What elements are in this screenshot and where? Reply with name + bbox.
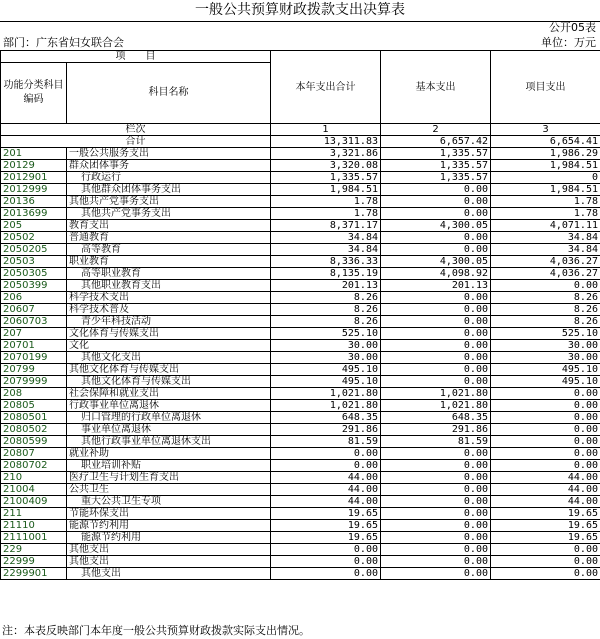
row-name: 职业教育 bbox=[67, 256, 271, 268]
row-project: 0 bbox=[491, 172, 600, 184]
row-project: 19.65 bbox=[491, 532, 600, 544]
row-project: 44.00 bbox=[491, 496, 600, 508]
row-name: 能源节约利用 bbox=[67, 520, 271, 532]
row-total: 1,021.80 bbox=[271, 400, 381, 412]
row-basic: 1,335.57 bbox=[381, 160, 491, 172]
row-code: 20129 bbox=[1, 160, 67, 172]
row-total: 525.10 bbox=[271, 328, 381, 340]
row-project: 1.78 bbox=[491, 196, 600, 208]
row-project: 0.00 bbox=[491, 388, 600, 400]
table-row bbox=[1, 364, 600, 376]
row-total: 19.65 bbox=[271, 532, 381, 544]
row-total: 34.84 bbox=[271, 244, 381, 256]
table-row bbox=[1, 256, 600, 268]
row-basic: 0.00 bbox=[381, 520, 491, 532]
table-row bbox=[1, 208, 600, 220]
report-title: 一般公共预算财政拨款支出决算表 bbox=[0, 0, 600, 22]
row-total: 44.00 bbox=[271, 472, 381, 484]
column-no-3: 3 bbox=[491, 124, 600, 136]
row-name: 青少年科技活动 bbox=[67, 316, 271, 328]
row-code: 2013699 bbox=[1, 208, 67, 220]
row-code: 2050305 bbox=[1, 268, 67, 280]
row-total: 1,335.57 bbox=[271, 172, 381, 184]
row-basic: 0.00 bbox=[381, 340, 491, 352]
row-total: 44.00 bbox=[271, 496, 381, 508]
table-row bbox=[1, 412, 600, 424]
row-total: 8.26 bbox=[271, 304, 381, 316]
row-project: 8.26 bbox=[491, 304, 600, 316]
unit-label: 单位：万元 bbox=[541, 36, 596, 49]
row-code: 2070199 bbox=[1, 352, 67, 364]
table-row bbox=[1, 460, 600, 472]
row-name: 普通教育 bbox=[67, 232, 271, 244]
row-code: 207 bbox=[1, 328, 67, 340]
row-project: 1.78 bbox=[491, 208, 600, 220]
row-basic: 0.00 bbox=[381, 496, 491, 508]
table-row bbox=[1, 232, 600, 244]
department-label: 部门：广东省妇女联合会 bbox=[3, 36, 124, 49]
row-name: 其他行政事业单位离退休支出 bbox=[67, 436, 271, 448]
row-project: 495.10 bbox=[491, 364, 600, 376]
row-code: 20799 bbox=[1, 364, 67, 376]
table-row bbox=[1, 388, 600, 400]
row-basic: 0.00 bbox=[381, 328, 491, 340]
row-basic: 1,335.57 bbox=[381, 148, 491, 160]
row-project: 8.26 bbox=[491, 292, 600, 304]
row-total: 291.86 bbox=[271, 424, 381, 436]
row-code: 20503 bbox=[1, 256, 67, 268]
row-code: 205 bbox=[1, 220, 67, 232]
row-total: 201.13 bbox=[271, 280, 381, 292]
row-total: 8,336.33 bbox=[271, 256, 381, 268]
table-row bbox=[1, 568, 600, 580]
table-row bbox=[1, 448, 600, 460]
row-total: 648.35 bbox=[271, 412, 381, 424]
row-code: 20807 bbox=[1, 448, 67, 460]
row-name: 文化体育与传媒支出 bbox=[67, 328, 271, 340]
table-row bbox=[1, 328, 600, 340]
row-total: 8.26 bbox=[271, 292, 381, 304]
row-basic: 0.00 bbox=[381, 244, 491, 256]
row-project: 30.00 bbox=[491, 340, 600, 352]
row-total: 1,984.51 bbox=[271, 184, 381, 196]
row-total: 1,021.80 bbox=[271, 388, 381, 400]
total-project: 6,654.41 bbox=[491, 136, 600, 148]
row-total: 30.00 bbox=[271, 340, 381, 352]
row-name: 其他支出 bbox=[67, 568, 271, 580]
table-row bbox=[1, 352, 600, 364]
table-row bbox=[1, 280, 600, 292]
total-row bbox=[1, 136, 600, 148]
row-project: 0.00 bbox=[491, 400, 600, 412]
row-code: 2080501 bbox=[1, 412, 67, 424]
row-basic: 0.00 bbox=[381, 364, 491, 376]
row-basic: 0.00 bbox=[381, 184, 491, 196]
row-basic: 0.00 bbox=[381, 304, 491, 316]
row-total: 1.78 bbox=[271, 196, 381, 208]
row-name: 其他职业教育支出 bbox=[67, 280, 271, 292]
row-code: 211 bbox=[1, 508, 67, 520]
row-name: 其他文化体育与传媒支出 bbox=[67, 364, 271, 376]
row-name: 其他共产党事务支出 bbox=[67, 196, 271, 208]
table-row bbox=[1, 520, 600, 532]
row-name: 行政事业单位离退休 bbox=[67, 400, 271, 412]
row-basic: 4,098.92 bbox=[381, 268, 491, 280]
column-number-row bbox=[1, 124, 600, 136]
row-name: 其他群众团体事务支出 bbox=[67, 184, 271, 196]
row-total: 0.00 bbox=[271, 568, 381, 580]
table-row bbox=[1, 436, 600, 448]
row-basic: 0.00 bbox=[381, 448, 491, 460]
row-name: 公共卫生 bbox=[67, 484, 271, 496]
row-basic: 0.00 bbox=[381, 232, 491, 244]
row-project: 1,984.51 bbox=[491, 160, 600, 172]
row-total: 19.65 bbox=[271, 520, 381, 532]
row-total: 8,135.19 bbox=[271, 268, 381, 280]
table-row bbox=[1, 424, 600, 436]
row-basic: 0.00 bbox=[381, 556, 491, 568]
row-code: 2080502 bbox=[1, 424, 67, 436]
row-project: 0.00 bbox=[491, 460, 600, 472]
item-header: 项 目 bbox=[1, 51, 271, 63]
row-basic: 648.35 bbox=[381, 412, 491, 424]
row-code: 20805 bbox=[1, 400, 67, 412]
row-basic: 0.00 bbox=[381, 352, 491, 364]
table-row bbox=[1, 376, 600, 388]
row-basic: 1,021.80 bbox=[381, 400, 491, 412]
row-code: 2050205 bbox=[1, 244, 67, 256]
row-basic: 4,300.05 bbox=[381, 256, 491, 268]
row-basic: 0.00 bbox=[381, 316, 491, 328]
row-basic: 291.86 bbox=[381, 424, 491, 436]
row-project: 19.65 bbox=[491, 520, 600, 532]
row-project: 34.84 bbox=[491, 244, 600, 256]
total-basic: 6,657.42 bbox=[381, 136, 491, 148]
table-row bbox=[1, 304, 600, 316]
row-code: 21004 bbox=[1, 484, 67, 496]
row-basic: 0.00 bbox=[381, 544, 491, 556]
row-total: 495.10 bbox=[271, 376, 381, 388]
row-name: 教育支出 bbox=[67, 220, 271, 232]
column-no-2: 2 bbox=[381, 124, 491, 136]
row-basic: 0.00 bbox=[381, 472, 491, 484]
table-row bbox=[1, 148, 600, 160]
row-project: 0.00 bbox=[491, 556, 600, 568]
row-total: 0.00 bbox=[271, 460, 381, 472]
row-code: 21110 bbox=[1, 520, 67, 532]
row-basic: 81.59 bbox=[381, 436, 491, 448]
row-project: 44.00 bbox=[491, 472, 600, 484]
row-total: 8,371.17 bbox=[271, 220, 381, 232]
row-name: 其他支出 bbox=[67, 556, 271, 568]
row-basic: 0.00 bbox=[381, 292, 491, 304]
row-code: 229 bbox=[1, 544, 67, 556]
row-project: 8.26 bbox=[491, 316, 600, 328]
expenditure-table bbox=[0, 50, 600, 580]
row-basic: 0.00 bbox=[381, 376, 491, 388]
row-total: 30.00 bbox=[271, 352, 381, 364]
total-header: 本年支出合计 bbox=[271, 51, 381, 124]
row-name: 高等职业教育 bbox=[67, 268, 271, 280]
row-name: 能源节约利用 bbox=[67, 532, 271, 544]
row-project: 4,036.27 bbox=[491, 268, 600, 280]
table-row bbox=[1, 532, 600, 544]
row-project: 0.00 bbox=[491, 436, 600, 448]
row-total: 0.00 bbox=[271, 544, 381, 556]
header-row-1 bbox=[1, 51, 600, 63]
row-name: 文化 bbox=[67, 340, 271, 352]
table-row bbox=[1, 316, 600, 328]
table-row bbox=[1, 400, 600, 412]
row-name: 其他文化体育与传媒支出 bbox=[67, 376, 271, 388]
table-row bbox=[1, 244, 600, 256]
row-code: 2079999 bbox=[1, 376, 67, 388]
table-row bbox=[1, 544, 600, 556]
row-name: 归口管理的行政单位离退休 bbox=[67, 412, 271, 424]
table-row bbox=[1, 484, 600, 496]
row-name: 重大公共卫生专项 bbox=[67, 496, 271, 508]
table-row bbox=[1, 508, 600, 520]
row-basic: 0.00 bbox=[381, 508, 491, 520]
row-basic: 0.00 bbox=[381, 484, 491, 496]
row-code: 22999 bbox=[1, 556, 67, 568]
row-total: 3,321.86 bbox=[271, 148, 381, 160]
row-total: 0.00 bbox=[271, 448, 381, 460]
row-project: 30.00 bbox=[491, 352, 600, 364]
table-row bbox=[1, 196, 600, 208]
table-row bbox=[1, 496, 600, 508]
row-code: 20607 bbox=[1, 304, 67, 316]
row-total: 0.00 bbox=[271, 556, 381, 568]
total-label: 合计 bbox=[1, 136, 271, 148]
row-total: 8.26 bbox=[271, 316, 381, 328]
table-row bbox=[1, 160, 600, 172]
basic-header: 基本支出 bbox=[381, 51, 491, 124]
row-total: 44.00 bbox=[271, 484, 381, 496]
row-name: 群众团体事务 bbox=[67, 160, 271, 172]
table-code: 公开05表 bbox=[549, 21, 596, 34]
row-basic: 4,300.05 bbox=[381, 220, 491, 232]
row-project: 1,984.51 bbox=[491, 184, 600, 196]
row-code: 208 bbox=[1, 388, 67, 400]
row-code: 2060703 bbox=[1, 316, 67, 328]
row-project: 4,036.27 bbox=[491, 256, 600, 268]
subject-name-header: 科目名称 bbox=[67, 63, 271, 124]
row-code: 206 bbox=[1, 292, 67, 304]
table-row bbox=[1, 556, 600, 568]
row-basic: 1,335.57 bbox=[381, 172, 491, 184]
row-code: 20701 bbox=[1, 340, 67, 352]
func-code-header: 功能分类科目编码 bbox=[1, 63, 67, 124]
table-row bbox=[1, 472, 600, 484]
total-sum: 13,311.83 bbox=[271, 136, 381, 148]
row-basic: 0.00 bbox=[381, 532, 491, 544]
table-row bbox=[1, 184, 600, 196]
row-total: 495.10 bbox=[271, 364, 381, 376]
row-code: 2080702 bbox=[1, 460, 67, 472]
row-total: 3,320.08 bbox=[271, 160, 381, 172]
row-basic: 0.00 bbox=[381, 460, 491, 472]
row-project: 0.00 bbox=[491, 544, 600, 556]
row-project: 4,071.11 bbox=[491, 220, 600, 232]
table-row bbox=[1, 292, 600, 304]
row-code: 210 bbox=[1, 472, 67, 484]
row-basic: 201.13 bbox=[381, 280, 491, 292]
row-project: 19.65 bbox=[491, 508, 600, 520]
row-code: 2299901 bbox=[1, 568, 67, 580]
row-code: 2080599 bbox=[1, 436, 67, 448]
row-project: 0.00 bbox=[491, 424, 600, 436]
row-project: 34.84 bbox=[491, 232, 600, 244]
table-row bbox=[1, 268, 600, 280]
row-name: 节能环保支出 bbox=[67, 508, 271, 520]
row-basic: 1,021.80 bbox=[381, 388, 491, 400]
table-row bbox=[1, 172, 600, 184]
row-project: 44.00 bbox=[491, 484, 600, 496]
table-row bbox=[1, 340, 600, 352]
row-code: 2012999 bbox=[1, 184, 67, 196]
row-name: 科学技术支出 bbox=[67, 292, 271, 304]
row-project: 1,986.29 bbox=[491, 148, 600, 160]
row-project: 0.00 bbox=[491, 568, 600, 580]
row-name: 其他支出 bbox=[67, 544, 271, 556]
column-no-label: 栏次 bbox=[1, 124, 271, 136]
row-total: 1.78 bbox=[271, 208, 381, 220]
row-total: 81.59 bbox=[271, 436, 381, 448]
row-code: 20502 bbox=[1, 232, 67, 244]
row-project: 0.00 bbox=[491, 448, 600, 460]
row-total: 19.65 bbox=[271, 508, 381, 520]
row-basic: 0.00 bbox=[381, 196, 491, 208]
row-project: 0.00 bbox=[491, 280, 600, 292]
row-code: 20136 bbox=[1, 196, 67, 208]
column-no-1: 1 bbox=[271, 124, 381, 136]
row-code: 2012901 bbox=[1, 172, 67, 184]
row-name: 一般公共服务支出 bbox=[67, 148, 271, 160]
table-row bbox=[1, 220, 600, 232]
row-name: 科学技术普及 bbox=[67, 304, 271, 316]
row-name: 其他文化支出 bbox=[67, 352, 271, 364]
row-basic: 0.00 bbox=[381, 208, 491, 220]
row-project: 525.10 bbox=[491, 328, 600, 340]
row-basic: 0.00 bbox=[381, 568, 491, 580]
row-project: 0.00 bbox=[491, 412, 600, 424]
row-name: 高等教育 bbox=[67, 244, 271, 256]
row-code: 2111001 bbox=[1, 532, 67, 544]
row-code: 2050399 bbox=[1, 280, 67, 292]
row-name: 行政运行 bbox=[67, 172, 271, 184]
row-name: 医疗卫生与计划生育支出 bbox=[67, 472, 271, 484]
row-total: 34.84 bbox=[271, 232, 381, 244]
row-name: 就业补助 bbox=[67, 448, 271, 460]
row-code: 201 bbox=[1, 148, 67, 160]
row-code: 2100409 bbox=[1, 496, 67, 508]
project-header: 项目支出 bbox=[491, 51, 600, 124]
row-name: 职业培训补贴 bbox=[67, 460, 271, 472]
row-project: 495.10 bbox=[491, 376, 600, 388]
row-name: 社会保障和就业支出 bbox=[67, 388, 271, 400]
row-name: 其他共产党事务支出 bbox=[67, 208, 271, 220]
row-name: 事业单位离退休 bbox=[67, 424, 271, 436]
footer-note: 注：本表反映部门本年度一般公共预算财政拨款实际支出情况。 bbox=[2, 624, 310, 637]
